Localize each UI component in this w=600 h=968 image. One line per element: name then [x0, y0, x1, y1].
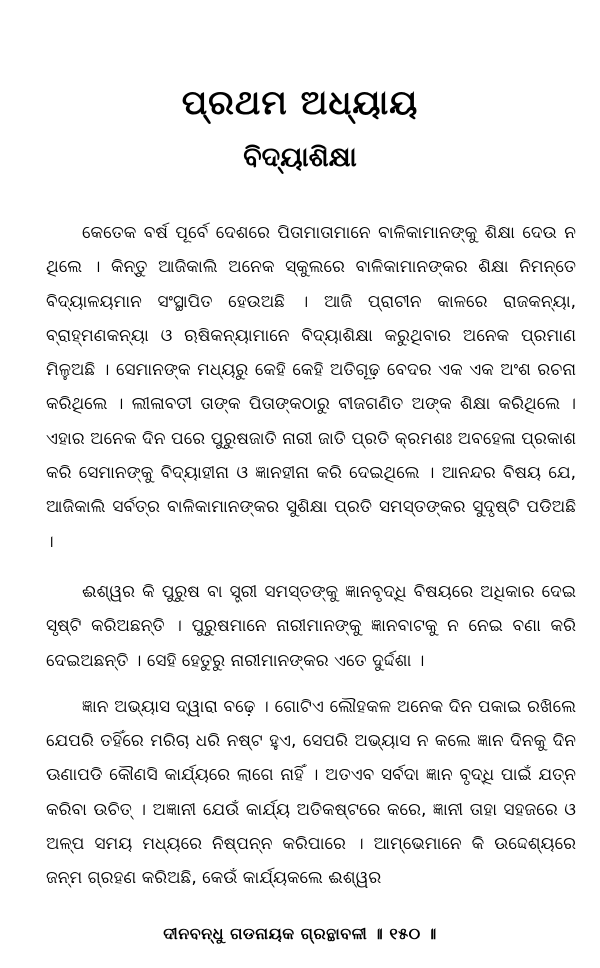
paragraph-1: କେତେକ ବର୍ଷ ପୂର୍ବେ ଦେଶରେ ପିତାମାତାମାନେ ବାଳିକାମାନଙ୍କୁ ଶିକ୍ଷା ଦେଉ ନ ଥିଲେ । କିନ୍ତୁ ଆଜିକାଲି ଅନେକ ସ୍କୁଲରେ ବାଳିକାମାନଙ୍କର ଶିକ୍ଷା ନିମନ୍ତେ ବିଦ୍ୟାଳୟମାନ ସଂସ୍ଥାପିତ ହେଉଅଛି । ଆଜି ପ୍ରାଚୀନ କାଳରେ ରାଜକନ୍ୟା, ବ୍ରାହ୍ମଣକନ୍ୟା ଓ ଋଷିକନ୍ୟାମାନେ ବିଦ୍ୟାଶିକ୍ଷା କରୁଥିବାର ଅନେକ ପ୍ରମାଣ ମିଳୁଅଛି । ସେମାନଙ୍କ ମଧ୍ୟରୁ କେହି କେହି ଅତିଗୂଢ଼ ବେଦର ଏକ ଏକ ଅଂଶ ରଚନା କରିଥିଲେ । ଲୀଳାବତୀ ତାଙ୍କ ପିତାଙ୍କଠାରୁ ବୀଜଗଣିତ ଅଙ୍କ ଶିକ୍ଷା କରିଥିଲେ । ଏହାର ଅନେକ ଦିନ ପରେ ପୁରୁଷଜାତି ନାରୀ ଜାତି ପ୍ରତି କ୍ରମଶଃ ଅବହେଳା ପ୍ରକାଶ କରି ସେମାନଙ୍କୁ ବିଦ୍ୟାହୀନା ଓ ଜ୍ଞାନହୀନା କରି ଦେଇଥିଲେ । ଆନନ୍ଦର ବିଷୟ ଯେ, ଆଜିକାଲି ସର୍ବତ୍ର ବାଳିକାମାନଙ୍କର ସୁଶିକ୍ଷା ପ୍ରତି ସମସ୍ତଙ୍କର ସୁଦୃଷ୍ଟି ପଡିଅଛି । [46, 223, 576, 552]
body-text [46, 216, 576, 908]
chapter-title: ପ୍ରଥମ ଅଧ୍ୟାୟ [181, 83, 419, 123]
chapter-subtitle: ବିଦ୍ୟାଶିକ୍ଷା [243, 142, 357, 173]
paragraph-3: ଜ୍ଞାନ ଅଭ୍ୟାସ ଦ୍ୱାରା ବଢ଼େ । ଗୋଟିଏ ଲୌହକଳ ଅନେକ ଦିନ ପକାଇ ରଖିଲେ ଯେପରି ତହିଁରେ ମରିଚା ଧରି ନଷ୍ଟ ହୁଏ, ସେପରି ଅଭ୍ୟାସ ନ କଲେ ଜ୍ଞାନ ଦିନକୁ ଦିନ ଊଣାପଡି କୌଣସି କାର୍ଯ୍ୟରେ ଲାଗେ ନାହିଁ । ଅତଏବ ସର୍ବଦା ଜ୍ଞାନ ବୃଦ୍ଧି ପାଇଁ ଯତ୍ନ କରିବା ଉଚିତ୍ । ଅଜ୍ଞାନୀ ଯେଉଁ କାର୍ଯ୍ୟ ଅତିକଷ୍ଟରେ କରେ, ଜ୍ଞାନୀ ତାହା ସହଜରେ ଓ ଅଳ୍ପ ସମୟ ମଧ୍ୟରେ ନିଷ୍ପନ୍ନ କରିପାରେ । ଆମ୍ଭେମାନେ କି ଉଦ୍ଦେଶ୍ୟରେ ଜନ୍ମ ଗ୍ରହଣ କରିଅଛି, କେଉଁ କାର୍ଯ୍ୟକଲେ ଈଶ୍ୱର [46, 696, 576, 889]
page-footer: ଦୀନବନ୍ଧୁ ଗଡନାୟକ ଗ୍ରନ୍ଥାବଳୀ ॥ ୧୫୦ ॥ [163, 924, 437, 943]
paragraph-2: ଈଶ୍ୱର କି ପୁରୁଷ ବା ସ୍ତ୍ରୀ ସମସ୍ତଙ୍କୁ ଜ୍ଞାନବୃଦ୍ଧି ବିଷୟରେ ଅଧିକାର ଦେଇ ସୃଷ୍ଟି କରିଅଛନ୍ତି । ପୁରୁଷମାନେ ନାରୀମାନଙ୍କୁ ଜ୍ଞାନବାଟକୁ ନ ନେଇ ବଣା କରି ଦେଇଅଛନ୍ତି । ସେହି ହେତୁରୁ ନାରୀମାନଙ୍କର ଏତେ ଦୁର୍ଦ୍ଦଶା । [46, 581, 576, 671]
